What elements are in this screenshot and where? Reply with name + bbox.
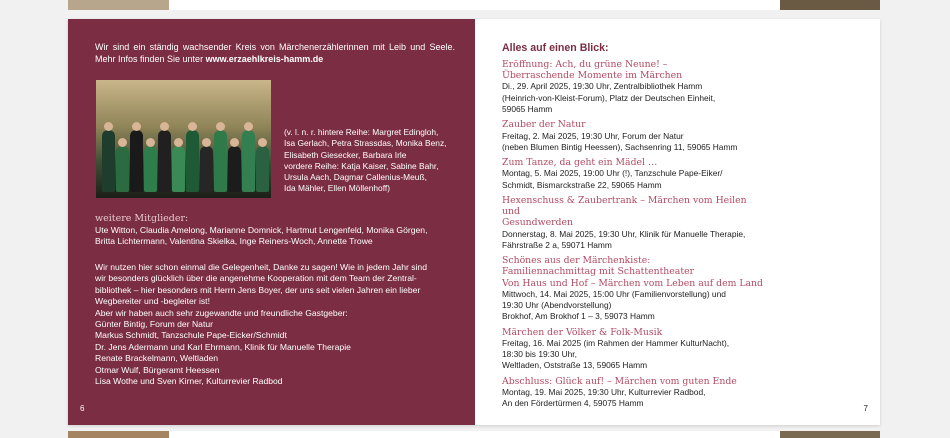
intro-text: Wir sind ein ständig wachsender Kreis von Märchenerzählerinnen mit Leib und Seele. Mehr Infos finden Sie unter [95,42,455,64]
thanks-paragraph [95,262,455,387]
event-detail: (neben Blumen Bintig Heessen), Sachsenring 11, 59065 Hamm [502,141,738,152]
website-link[interactable]: www.erzaehlkreis-hamm.de [205,53,324,64]
event-title: Eröffnung: Ach, du grüne Neune! – [502,59,668,70]
next-spread-strip [68,431,880,438]
page-number-left: 6 [80,404,85,413]
event-detail: 59065 Hamm [502,104,553,114]
thanks-line: Otmar Wulf, Bürgeramt Heessen [95,364,220,375]
event-item [502,255,767,323]
thanks-line: Günter Bintig, Forum der Natur [95,319,213,330]
photo-person-head [160,122,169,131]
right-page [475,19,880,425]
photo-person-head [230,138,239,147]
event-item [502,327,767,372]
caption-line: vordere Reihe: Katja Kaiser, Sabine Bahr, [284,160,439,171]
photo-person-head [174,138,183,147]
page-number-right: 7 [863,404,868,413]
previous-image-right [780,0,880,10]
photo-person [116,146,129,192]
photo-person [214,130,227,192]
caption-line: Isa Gerlach, Petra Strassdas, Monika Benz, [284,138,447,149]
event-title: Hexenschuss & Zaubertrank – Märchen vom Heilen und [502,194,747,218]
caption-line: (v. l. n. r. hintere Reihe: Margret Edingloh, [284,127,439,137]
photo-person-head [202,138,211,147]
thanks-line: Wegbereiter und -begleiter ist! [95,296,210,307]
photo-person-head [258,138,267,147]
brochure-spread [68,19,880,425]
group-photo [96,80,271,198]
next-image-right [780,431,880,438]
event-title: Überraschende Momente im Märchen [502,70,683,82]
thanks-line: Wir nutzen hier schon einmal die Gelegenheit, Danke zu sagen! Wie in jedem Jahr sind [95,262,427,272]
photo-person-head [216,122,225,131]
event-detail: Donnerstag, 8. Mai 2025, 19:30 Uhr, Klinik für Manuelle Therapie, [502,228,746,239]
photo-person [172,146,185,192]
event-item [502,195,767,251]
event-detail: Mittwoch, 14. Mai 2025, 15:00 Uhr (Familienvorstellung) und [502,288,726,299]
event-item [502,119,767,153]
thanks-line: bibliothek – hier besonders mit Herrn Jens Boyer, der uns seit vielen Jahren ein lieber [95,284,421,295]
caption-line: Ursula Aach, Dagmar Callenius-Meuß, [284,172,427,183]
photo-person-head [104,122,113,131]
photo-person [144,146,157,192]
photo-person [242,130,255,192]
event-item [502,376,767,410]
event-detail: (Heinrich-von-Kleist-Forum), Platz der Deutschen Einheit, [502,92,716,103]
photo-person [186,130,199,192]
event-list [502,59,767,413]
members-line: Ute Witton, Claudia Amelong, Marianne Domnick, Hartmut Lengenfeld, Monika Görgen, [95,225,428,235]
photo-person [256,146,269,192]
event-detail: Freitag, 2. Mai 2025, 19:30 Uhr, Forum der Natur [502,130,684,141]
photo-person-head [146,138,155,147]
event-title: Abschluss: Glück auf! – Märchen vom guten Ende [502,375,737,387]
event-title: Zauber der Natur [502,119,586,131]
left-page [68,19,475,425]
thanks-line: Aber wir haben auch sehr zugewandte und freundliche Gastgeber: [95,307,348,318]
members-list [95,225,455,248]
event-title: Zum Tanze, da geht ein Mädel … [502,157,658,169]
event-detail: Montag, 19. Mai 2025, 19:30 Uhr, Kulturrevier Radbod, [502,386,706,397]
caption-line: Elisabeth Giesecker, Barbara Irle [284,149,407,160]
intro-paragraph [95,42,455,65]
members-heading: weitere Mitglieder: [95,213,189,224]
thanks-line: Lisa Wothe und Sven Kirner, Kulturrevier Radbod [95,376,283,387]
event-detail: Weltladen, Oststraße 13, 59065 Hamm [502,360,648,371]
event-item [502,157,767,191]
photo-person-head [118,138,127,147]
photo-person [200,146,213,192]
thanks-line: Markus Schmidt, Tanzschule Pape-Eicker/Schmidt [95,330,287,341]
photo-person [228,146,241,192]
event-detail: Di., 29. April 2025, 19:30 Uhr, Zentralbibliothek Hamm [502,81,703,92]
event-title: Märchen der Völker & Folk-Musik [502,326,663,338]
event-detail: An den Fördertürmen 4, 59075 Hamm [502,398,644,409]
photo-person-head [244,122,253,131]
event-title: Familiennachmittag mit Schattentheater [502,266,695,278]
event-detail: Freitag, 16. Mai 2025 (im Rahmen der Hammer KulturNacht), [502,337,730,348]
previous-image-left [68,0,169,10]
event-title: Schönes aus der Märchenkiste: [502,255,651,267]
event-detail: Brokhof, Am Brokhof 1 – 3, 59073 Hamm [502,311,655,322]
event-detail: 19:30 Uhr (Abendvorstellung) [502,300,612,310]
photo-person-head [188,122,197,131]
overview-title: Alles auf einen Blick: [502,42,609,54]
event-item [502,59,767,115]
photo-person-head [132,122,141,131]
thanks-line: Renate Brackelmann, Weltladen [95,353,219,364]
thanks-line: Dr. Jens Adermann und Karl Ehrmann, Klinik für Manuelle Therapie [95,341,351,352]
event-title: Von Haus und Hof – Märchen vom Leben auf dem Land [502,277,763,289]
event-title: Gesundwerden [502,217,573,229]
next-image-left [68,431,169,438]
members-line: Britta Lichtermann, Valentina Skielka, Inge Reiners-Woch, Annette Trowe [95,236,373,247]
photo-person [158,130,171,192]
event-detail: Montag, 5. Mai 2025, 19:00 Uhr (!), Tanzschule Pape-Eiker/ [502,168,723,179]
event-detail: Fährstraße 2 a, 59071 Hamm [502,239,612,250]
photo-caption [284,127,464,195]
thanks-line: wir besonders glücklich über die angenehme Kooperation mit dem Team der Zentral- [95,273,417,284]
previous-spread-strip [68,0,880,10]
caption-line: Ida Mähler, Ellen Möllenhoff) [284,183,390,194]
event-detail: Schmidt, Bismarckstraße 22, 59065 Hamm [502,179,662,190]
photo-person [130,130,143,192]
event-detail: 18:30 bis 19:30 Uhr, [502,349,577,360]
photo-person [102,130,115,192]
